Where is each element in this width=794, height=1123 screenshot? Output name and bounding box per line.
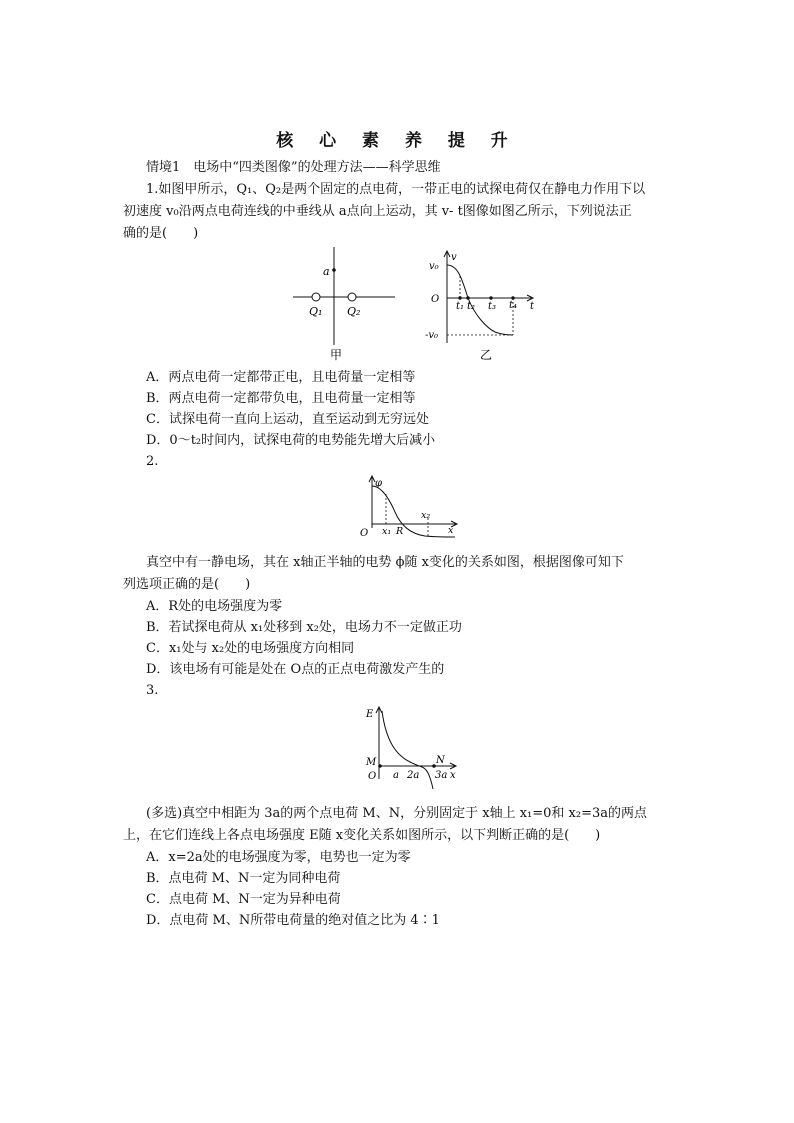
label-v0: v₀ — [429, 261, 439, 272]
q3-option-c: C．点电荷 M、N一定为异种电荷 — [146, 892, 341, 907]
label-e: E — [366, 709, 374, 720]
label-o: O — [360, 528, 369, 539]
label-a: a — [323, 265, 330, 278]
caption-jia: 甲 — [330, 348, 343, 362]
section-heading: 情境1 电场中“四类图像”的处理方法——科学思维 — [146, 160, 441, 175]
charge-q2 — [348, 293, 356, 301]
q1-figure-right — [425, 248, 545, 366]
q2-figure — [355, 472, 465, 546]
q2-stem-line1: 真空中有一静电场，其在 x轴正半轴的电势 ϕ随 x变化的关系如图，根据图像可知下 — [146, 555, 624, 570]
label-q2: Q₂ — [347, 305, 361, 318]
q1-option-b: B．两点电荷一定都带负电，且电荷量一定相等 — [146, 391, 416, 406]
q1-stem-line3: 确的是( ) — [123, 226, 199, 241]
q1-option-d: D．0～t₂时间内，试探电荷的电势能先增大后减小 — [146, 433, 436, 448]
label-o: O — [431, 294, 440, 305]
label-t3: t₃ — [488, 301, 497, 312]
q1-option-c: C．试探电荷一直向上运动，直至运动到无穷远处 — [146, 412, 429, 427]
q3-figure — [362, 703, 462, 793]
label-n: N — [436, 755, 445, 766]
label-x: x — [450, 770, 456, 781]
label-3a: 3a — [435, 770, 448, 781]
label-t4: t₄ — [509, 300, 518, 311]
q3-option-b: B．点电荷 M、N一定为同种电荷 — [146, 871, 341, 886]
charge-m — [378, 764, 382, 768]
label-t1: t₁ — [456, 301, 465, 312]
q3-option-d: D．点电荷 M、N所带电荷量的绝对值之比为 4∶1 — [146, 913, 440, 928]
q2-option-a: A．R处的电场强度为零 — [146, 599, 283, 614]
caption-yi: 乙 — [480, 348, 493, 362]
q2-number: 2. — [146, 454, 159, 469]
label-v: v — [451, 252, 457, 263]
q3-stem-line1: (多选)真空中相距为 3a的两个点电荷 M、N，分别固定于 x轴上 x₁=0和 x₂=3a的两点 — [146, 806, 648, 821]
q3-number: 3. — [146, 683, 159, 698]
label-2a: 2a — [407, 770, 420, 781]
label-m: M — [366, 757, 377, 768]
q1-stem-line2: 初速度 v₀沿两点电荷连线的中垂线从 a点向上运动，其 v- t图像如图乙所示，下列说法正 — [123, 204, 632, 219]
point-t2 — [466, 296, 469, 299]
label-a: a — [393, 770, 399, 781]
charge-q1 — [312, 293, 320, 301]
label-q1: Q₁ — [309, 305, 323, 318]
label-t2: t₂ — [467, 301, 476, 312]
label-o: O — [368, 771, 377, 782]
label-x1: x₁ — [382, 526, 392, 537]
q2-option-d: D．该电场有可能是处在 O点的正点电荷激发产生的 — [146, 662, 445, 677]
q2-option-c: C．x₁处与 x₂处的电场强度方向相同 — [146, 641, 355, 656]
q3-stem-line2: 上，在它们连线上各点电场强度 E随 x变化关系如图所示，以下判断正确的是( ) — [123, 828, 601, 843]
point-a — [332, 268, 336, 272]
page-title: 核 心 素 养 提 升 — [276, 131, 518, 151]
label-x: x — [448, 525, 454, 536]
q1-option-a: A．两点电荷一定都带正电，且电荷量一定相等 — [146, 370, 416, 385]
q3-option-a: A．x=2a处的电场强度为零，电势也一定为零 — [146, 850, 411, 865]
point-t1 — [458, 296, 461, 299]
label-t: t — [530, 301, 535, 312]
v-t-curve — [447, 265, 513, 335]
label-phi: φ — [375, 478, 383, 489]
label-x2: x₂ — [421, 510, 431, 521]
q2-option-b: B．若试探电荷从 x₁处移到 x₂处，电场力不一定做正功 — [146, 620, 462, 635]
label-r: R — [396, 526, 404, 537]
point-t3 — [489, 296, 492, 299]
q1-stem-line1: 1.如图甲所示，Q₁、Q₂是两个固定的点电荷，一带正电的试探电荷仅在静电力作用下以 — [146, 182, 646, 197]
q1-figure-left — [285, 245, 400, 370]
label-neg-v0: -v₀ — [425, 330, 439, 341]
q2-stem-line2: 列选项正确的是( ) — [123, 577, 251, 592]
